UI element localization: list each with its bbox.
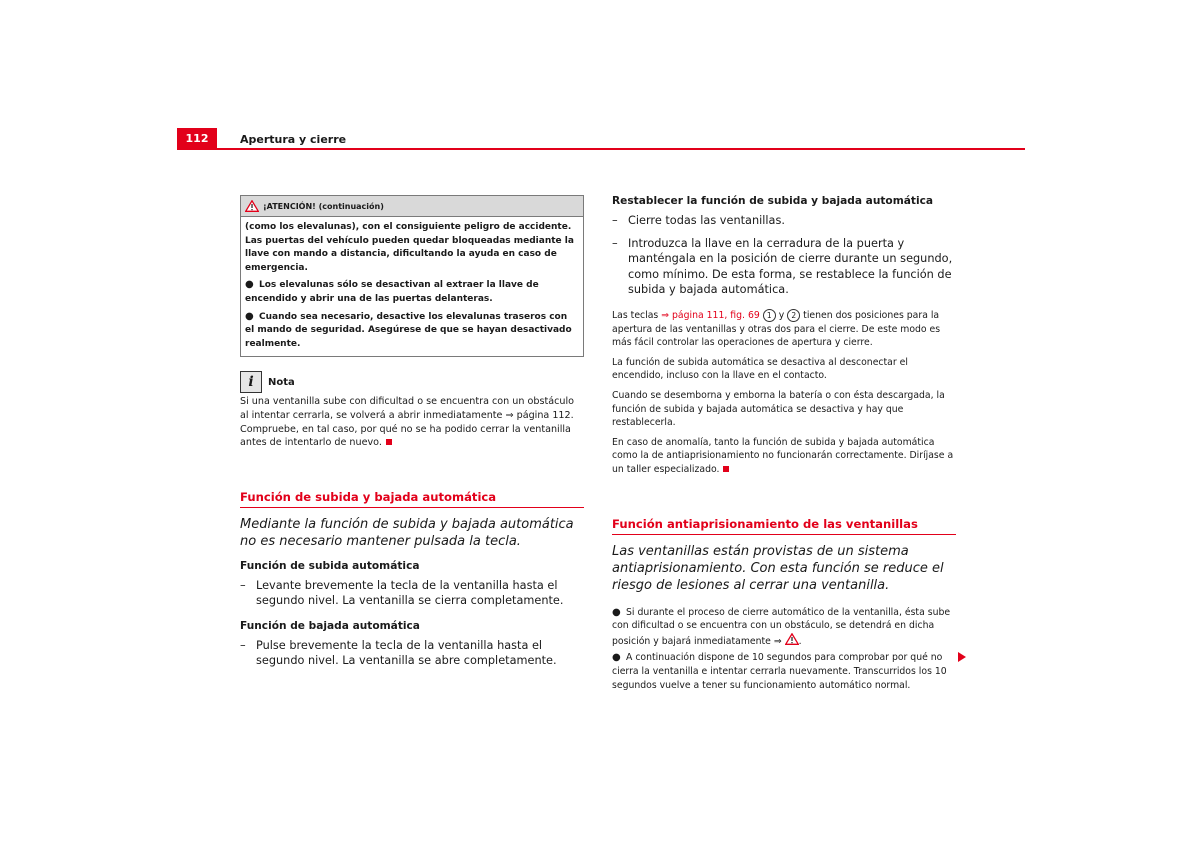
paragraph-text: Las teclas [612, 310, 659, 322]
chapter-title: Apertura y cierre [240, 133, 347, 146]
section-lead: Las ventanillas están provistas de un sistema antiaprisionamiento. Con esta función se reduce el riesgo de lesiones al cerrar una ventanilla. [612, 543, 944, 593]
section-lead: Mediante la función de subida y bajada automática no es necesario mantener pulsada la tecla. [240, 516, 574, 549]
list-item: – Introduzca la llave en la cerradura de la puerta y manténgala en la posición de cierre durante un segundo, como mínimo. De esta forma, se restablece la función de subida y bajada automática. [612, 236, 956, 297]
bullet-item [612, 651, 956, 692]
paragraph: Cuando se desemborna y emborna la batería o con ésta descargada, la función de subida y bajada automática se desactiva y hay que restablecerla. [612, 389, 945, 429]
bullet-item: ● Si durante el proceso de cierre automático de la ventanilla, ésta sube con dificultad o se encuentra con un obstáculo, se detendrá en dicha posición y bajará inmediatamente ⇒ . [612, 606, 951, 647]
warning-box [240, 195, 584, 357]
list-item-text: Pulse brevemente la tecla de la ventanilla hasta el segundo nivel. La ventanilla se abre completamente. [256, 639, 557, 668]
warning-bullet-text: Los elevalunas sólo se desactivan al extraer la llave de encendido y abrir una de las puertas delanteras. [245, 280, 539, 304]
left-column [240, 195, 584, 677]
page-header [177, 128, 1025, 150]
warning-bullet [245, 278, 579, 306]
warning-body [241, 217, 583, 356]
note-text [240, 395, 584, 449]
header-rule [177, 148, 1025, 150]
bullet-dot: ● [245, 279, 254, 291]
warning-paragraph: (como los elevalunas), con el consiguiente peligro de accidente. Las puertas del vehículo pueden quedar bloqueadas mediante la llave con mando a distancia, dificultando la ayuda en caso de emergencia. [245, 222, 574, 273]
list-item: – Cierre todas las ventanillas. [612, 214, 785, 227]
list-item-text: Levante brevemente la tecla de la ventanilla hasta el segundo nivel. La ventanilla se cierra completamente. [256, 578, 564, 607]
bullet-dot: ● [612, 652, 621, 664]
warning-bullet-text: Cuando sea necesario, desactive los elevalunas traseros con el mando de seguridad. Asegúrese de que se hayan desactivado realmente. [245, 311, 572, 349]
end-marker-icon [723, 466, 729, 472]
list-item-text: Introduzca la llave en la cerradura de la puerta y manténgala en la posición de cierre durante un segundo, como mínimo. De esta forma, se restablece la función de subida y bajada automática. [628, 237, 953, 296]
paragraph [612, 436, 956, 477]
key-1-marker: 1 [763, 309, 776, 322]
paragraph-text: tienen dos posiciones para la apertura de las ventanillas y otras dos para el cierre. De este modo es más fácil controlar las operaciones de apertura y cierre. [612, 310, 941, 349]
subsection-title: Función de subida automática [240, 559, 420, 572]
bullet-text: A continuación dispone de 10 segundos para comprobar por qué no cierra la ventanilla e intentar cerrarla nuevamente. Transcurridos los 10 segundos vuelve a tener su funcionamiento automático normal. [612, 652, 947, 691]
warning-heading: ¡ATENCIÓN! (continuación) [263, 201, 384, 211]
list-item-text: Cierre todas las ventanillas. [628, 214, 785, 227]
note-block [240, 371, 584, 449]
warning-triangle-icon [245, 200, 259, 212]
subsection-title: Función de bajada automática [240, 620, 420, 633]
info-icon: i [240, 371, 262, 393]
paragraph: La función de subida automática se desactiva al desconectar el encendido, incluso con la llave en el contacto. [612, 356, 908, 382]
bullet-dot: ● [612, 606, 621, 618]
note-text-content: Si una ventanilla sube con dificultad o se encuentra con un obstáculo al intentar cerrarla, se volverá a abrir inmediatamente ⇒ página 112. Compruebe, en tal caso, por qué no se ha podido cerrar la ventanilla antes de intentarlo de nuevo. [240, 396, 574, 449]
paragraph [612, 309, 956, 350]
key-2-marker: 2 [787, 309, 800, 322]
page-number: 112 [177, 128, 217, 149]
warning-bullet [245, 310, 579, 352]
end-marker-icon [386, 439, 392, 445]
note-title: Nota [268, 376, 295, 388]
list-item: – Levante brevemente la tecla de la ventanilla hasta el segundo nivel. La ventanilla se cierra completamente. [240, 578, 584, 608]
paragraph-text: En caso de anomalía, tanto la función de subida y bajada automática como la de antiaprisionamiento no funcionarán correctamente. Diríjase a un taller especializado. [612, 436, 954, 475]
list-item: – Pulse brevemente la tecla de la ventanilla hasta el segundo nivel. La ventanilla se abre completamente. [240, 638, 584, 668]
subsection-title: Restablecer la función de subida y bajada automática [612, 195, 934, 207]
page-reference-link[interactable]: ⇒ página 111, fig. 69 [661, 310, 760, 322]
section-title: Función de subida y bajada automática [240, 490, 584, 508]
paragraph-text: y [778, 310, 785, 322]
warning-triangle-icon [785, 633, 799, 645]
next-page-arrow-icon[interactable] [958, 652, 966, 662]
section-title: Función antiaprisionamiento de las ventanillas [612, 517, 956, 535]
right-column [612, 195, 956, 695]
bullet-dot: ● [245, 310, 254, 322]
warning-header [241, 196, 583, 217]
note-header [240, 371, 584, 393]
bullet-text: Si durante el proceso de cierre automático de la ventanilla, ésta sube con dificultad o se encuentra con un obstáculo, se detendrá en dicha posición y bajará inmediatamente ⇒ [612, 606, 951, 647]
